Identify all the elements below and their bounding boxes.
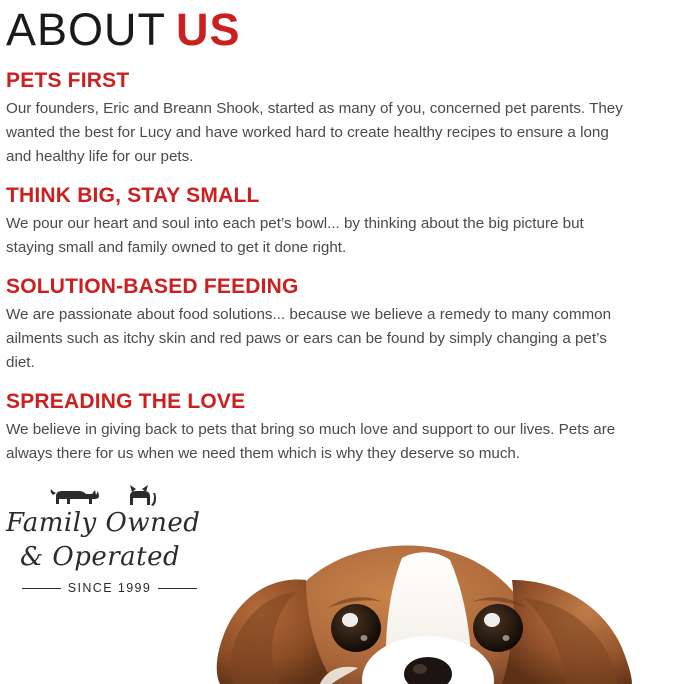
section-spreading-the-love [6, 389, 671, 466]
section-heading: THINK BIG, STAY SMALL [6, 184, 260, 207]
bottom-imagery [0, 470, 679, 684]
section-body: Our founders, Eric and Breann Shook, started as many of you, concerned pet parents. They wanted the best for Lucy and have worked hard to create healthy recipes to ensure a long and healthy life for our pets. [6, 100, 623, 165]
section-solution-based-feeding [6, 274, 671, 375]
badge-line-2: & Operated [20, 542, 181, 572]
section-heading: SPREADING THE LOVE [6, 390, 246, 413]
section-body: We are passionate about food solutions... because we believe a remedy to many common ailments such as itchy skin and red paws or ears can be found by simply changing a pet’s diet. [6, 306, 612, 371]
page-title [6, 0, 671, 64]
puppy-photo [120, 488, 679, 684]
page-title-us: US [176, 4, 241, 55]
section-body: We believe in giving back to pets that bring so much love and support to our lives. Pets are always there for us when we need them which is why they deserve so much. [6, 421, 616, 462]
badge-rule-left [22, 588, 61, 589]
puppy-illustration [120, 488, 679, 684]
section-heading: SOLUTION-BASED FEEDING [6, 275, 299, 298]
page-title-about: ABOUT [6, 4, 167, 55]
section-body: We pour our heart and soul into each pet’s bowl... by thinking about the big picture but staying small and family owned to get it done right. [6, 215, 584, 256]
section-heading: PETS FIRST [6, 69, 130, 92]
badge-line-1: Family Owned [6, 508, 201, 538]
section-think-big-stay-small [6, 183, 671, 260]
section-pets-first [6, 68, 671, 169]
badge-since-label: SINCE 1999 [67, 581, 152, 595]
